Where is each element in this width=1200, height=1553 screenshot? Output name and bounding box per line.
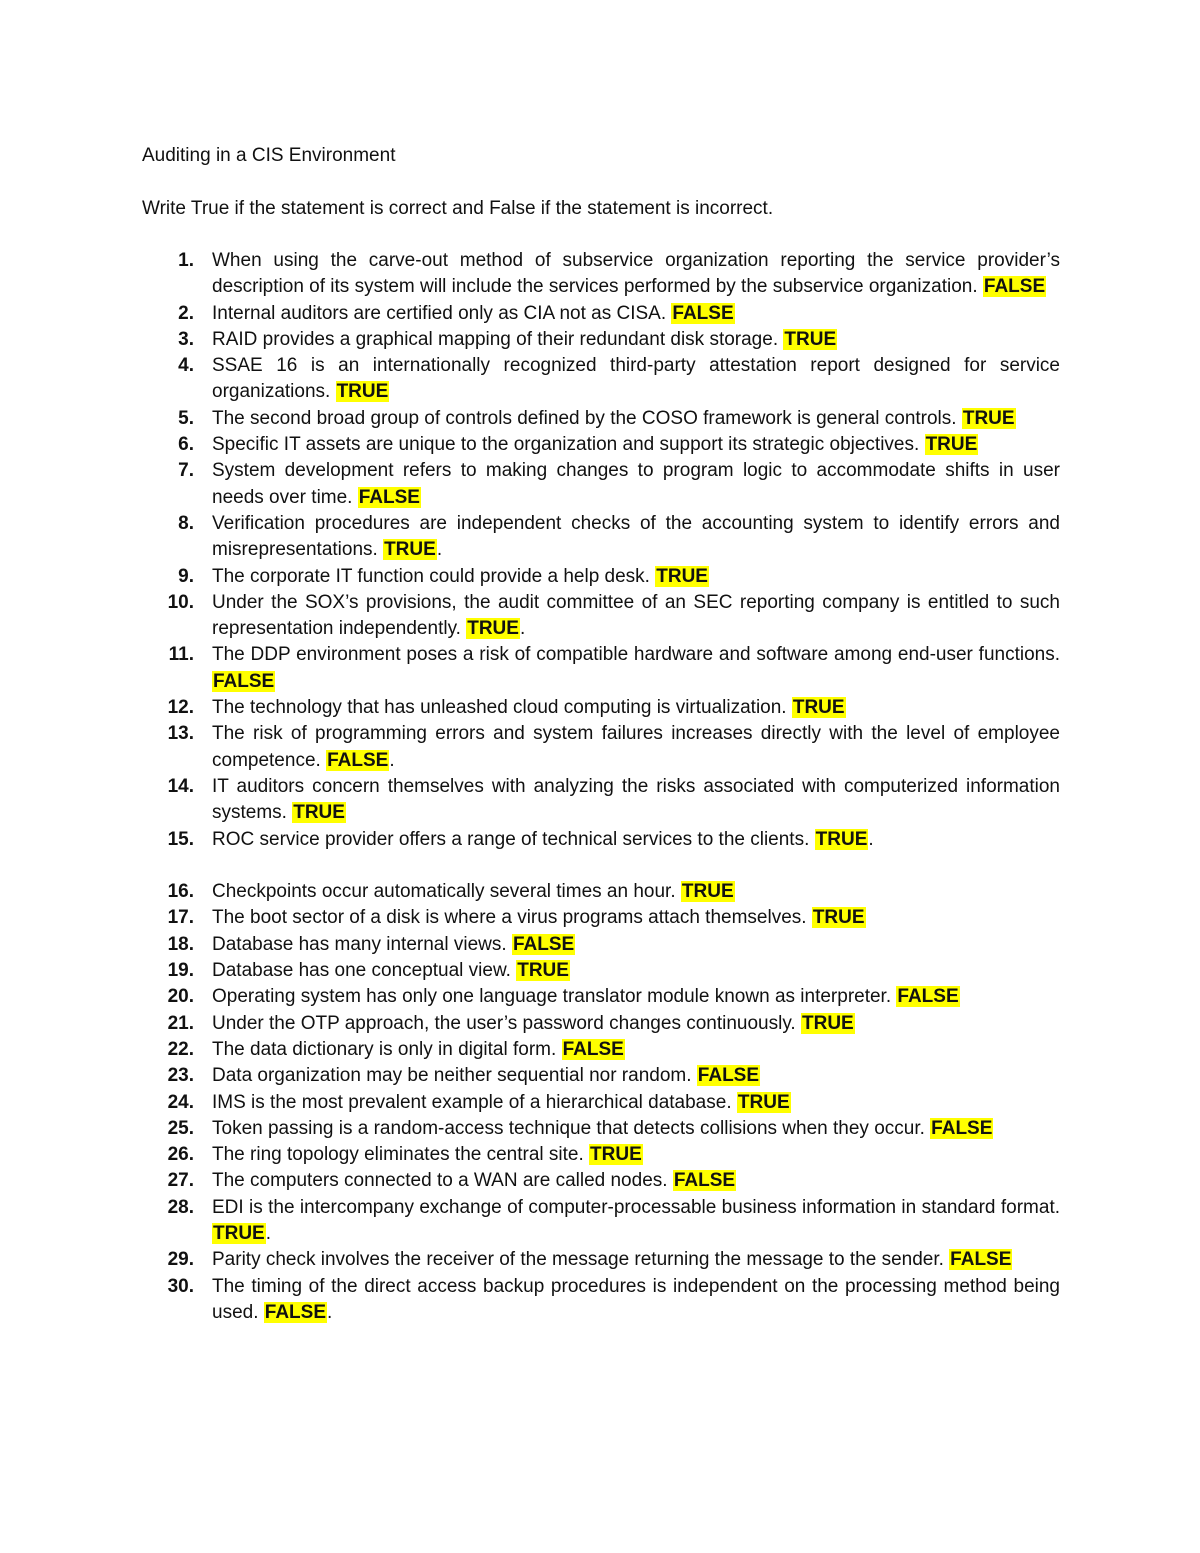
- answer-suffix: .: [519, 618, 526, 640]
- question-statement: Under the OTP approach, the user’s password changes continuously.: [212, 1012, 796, 1034]
- question-statement: Parity check involves the receiver of the message returning the message to the sender.: [212, 1249, 944, 1271]
- answer-highlight: TRUE: [293, 802, 345, 824]
- answer-highlight: TRUE: [384, 539, 436, 561]
- answer-highlight: TRUE: [681, 881, 734, 903]
- question-statement: Database has many internal views.: [212, 933, 507, 955]
- answer-highlight: FALSE: [673, 1170, 736, 1192]
- question-statement: Internal auditors are certified only as CIA not as CISA.: [212, 302, 667, 324]
- question-item: [142, 721, 1060, 774]
- question-number: 23.: [167, 1065, 194, 1087]
- question-number: 5.: [178, 407, 194, 429]
- question-item: [142, 984, 1060, 1010]
- document-title: Auditing in a CIS Environment: [142, 145, 396, 166]
- question-number: 8.: [178, 512, 194, 534]
- question-statement: The timing of the direct access backup procedures is independent on the processing method being used.: [212, 1275, 1060, 1323]
- question-item: [142, 932, 1060, 958]
- question-statement: Under the SOX’s provisions, the audit committee of an SEC reporting company is entitled to such representation independently.: [212, 591, 1060, 640]
- question-number: 13.: [167, 723, 194, 745]
- answer-highlight: TRUE: [962, 407, 1015, 429]
- answer-highlight: TRUE: [792, 697, 845, 719]
- question-number: 6.: [178, 434, 194, 456]
- answer-highlight: TRUE: [656, 565, 708, 587]
- answer-highlight: TRUE: [517, 960, 569, 982]
- question-statement: System development refers to making changes to program logic to accommodate shifts in user needs over time.: [212, 460, 1060, 508]
- question-item: [142, 406, 1060, 432]
- question-number: 12.: [167, 697, 194, 719]
- question-number: 9.: [178, 565, 194, 587]
- question-statement: The risk of programming errors and system failures increases directly with the level of employee competence.: [212, 723, 1060, 771]
- question-item: [142, 1195, 1060, 1248]
- question-statement: The computers connected to a WAN are called nodes.: [212, 1170, 668, 1192]
- question-item: [142, 511, 1060, 564]
- question-item: [142, 827, 1060, 853]
- answer-suffix: .: [327, 1301, 333, 1323]
- question-number: 1.: [178, 250, 194, 271]
- question-statement: Data organization may be neither sequential nor random.: [212, 1065, 692, 1087]
- answer-highlight: FALSE: [213, 670, 275, 692]
- answer-highlight: TRUE: [784, 328, 837, 350]
- question-item: [142, 590, 1060, 643]
- answer-suffix: .: [868, 828, 874, 850]
- question-number: 2.: [178, 302, 194, 324]
- question-statement: ROC service provider offers a range of technical services to the clients.: [212, 828, 810, 850]
- question-number: 17.: [167, 907, 194, 929]
- question-item: [142, 1142, 1060, 1168]
- question-statement: Token passing is a random-access technique that detects collisions when they occur.: [212, 1117, 925, 1139]
- question-item: [142, 695, 1060, 721]
- answer-highlight: TRUE: [467, 618, 519, 640]
- question-item: [142, 879, 1060, 905]
- answer-highlight: TRUE: [815, 828, 868, 850]
- answer-suffix: .: [389, 749, 395, 771]
- question-number: 19.: [167, 960, 194, 982]
- question-number: 24.: [167, 1091, 194, 1113]
- answer-highlight: FALSE: [264, 1301, 326, 1323]
- question-statement: Operating system has only one language translator module known as interpreter.: [212, 986, 892, 1008]
- question-item: [142, 958, 1060, 984]
- question-item: [142, 1063, 1060, 1089]
- answer-suffix: .: [436, 539, 443, 561]
- question-item: [142, 248, 1060, 301]
- answer-highlight: FALSE: [897, 986, 959, 1008]
- question-statement: The data dictionary is only in digital form.: [212, 1038, 557, 1060]
- question-number: 28.: [167, 1196, 194, 1218]
- question-item: [142, 1274, 1060, 1327]
- question-statement: The second broad group of controls defined by the COSO framework is general controls.: [212, 407, 957, 429]
- question-statement: The DDP environment poses a risk of compatible hardware and software among end-user functions.: [212, 644, 1060, 666]
- question-item: [142, 1011, 1060, 1037]
- question-item: [142, 458, 1060, 511]
- answer-highlight: FALSE: [931, 1117, 993, 1139]
- answer-highlight: FALSE: [672, 302, 734, 324]
- question-statement: IT auditors concern themselves with analyzing the risks associated with computerized information systems.: [212, 775, 1060, 824]
- question-number: 30.: [167, 1275, 194, 1297]
- question-number: 26.: [167, 1144, 194, 1166]
- question-item: [142, 1090, 1060, 1116]
- question-number: 16.: [167, 881, 194, 903]
- question-item: [142, 1247, 1060, 1273]
- answer-highlight: TRUE: [590, 1144, 642, 1166]
- question-item: [142, 327, 1060, 353]
- question-number: 14.: [167, 775, 194, 797]
- question-statement: Database has one conceptual view.: [212, 960, 511, 982]
- question-statement: SSAE 16 is an internationally recognized third-party attestation report designed for service organizations.: [212, 355, 1060, 403]
- question-number: 3.: [178, 328, 194, 350]
- question-item: [142, 301, 1060, 327]
- question-list: [142, 248, 1060, 1326]
- question-statement: The ring topology eliminates the central site.: [212, 1144, 584, 1166]
- answer-suffix: .: [265, 1222, 272, 1244]
- question-statement: The corporate IT function could provide a help desk.: [212, 565, 650, 587]
- answer-highlight: FALSE: [950, 1249, 1012, 1271]
- question-number: 25.: [167, 1117, 194, 1139]
- answer-highlight: TRUE: [812, 907, 865, 929]
- question-statement: IMS is the most prevalent example of a hierarchical database.: [212, 1091, 732, 1113]
- question-statement: Specific IT assets are unique to the organization and support its strategic objectives.: [212, 434, 920, 456]
- question-item: [142, 1116, 1060, 1142]
- answer-highlight: TRUE: [737, 1091, 790, 1113]
- question-statement: Checkpoints occur automatically several times an hour.: [212, 881, 676, 903]
- document-instruction: Write True if the statement is correct and False if the statement is incorrect.: [142, 198, 774, 219]
- question-statement: EDI is the intercompany exchange of computer-processable business information in standard format.: [212, 1196, 1060, 1218]
- answer-highlight: FALSE: [327, 749, 389, 771]
- question-item: [142, 1037, 1060, 1063]
- question-item: [142, 564, 1060, 590]
- question-number: 7.: [178, 460, 194, 482]
- answer-highlight: FALSE: [983, 276, 1046, 298]
- answer-highlight: FALSE: [562, 1038, 624, 1060]
- question-number: 4.: [178, 355, 194, 377]
- question-item: [142, 774, 1060, 827]
- answer-highlight: TRUE: [336, 381, 389, 403]
- question-statement: The technology that has unleashed cloud computing is virtualization.: [212, 697, 787, 719]
- question-number: 18.: [167, 933, 194, 955]
- answer-highlight: FALSE: [358, 486, 420, 508]
- answer-highlight: FALSE: [512, 933, 575, 955]
- question-statement: The boot sector of a disk is where a virus programs attach themselves.: [212, 907, 807, 929]
- question-number: 27.: [167, 1170, 194, 1192]
- question-number: 10.: [167, 591, 194, 613]
- answer-highlight: FALSE: [697, 1065, 760, 1087]
- question-item: [142, 432, 1060, 458]
- question-number: 15.: [167, 828, 194, 850]
- question-number: 22.: [167, 1038, 194, 1060]
- question-item: [142, 905, 1060, 931]
- question-item: [142, 353, 1060, 406]
- question-statement: When using the carve-out method of subservice organization reporting the service provider’s description of its system will include the services performed by the subservice organization.: [212, 250, 1060, 298]
- question-number: 21.: [167, 1012, 194, 1034]
- question-number: 29.: [167, 1249, 194, 1271]
- question-number: 20.: [167, 986, 194, 1008]
- answer-highlight: TRUE: [925, 434, 978, 456]
- answer-highlight: TRUE: [802, 1012, 854, 1034]
- question-item: [142, 1168, 1060, 1194]
- answer-highlight: TRUE: [213, 1222, 265, 1244]
- question-statement: Verification procedures are independent checks of the accounting system to identify errors and misrepresentations.: [212, 512, 1060, 561]
- question-statement: RAID provides a graphical mapping of their redundant disk storage.: [212, 328, 779, 350]
- question-item: [142, 642, 1060, 695]
- question-number: 11.: [168, 644, 194, 666]
